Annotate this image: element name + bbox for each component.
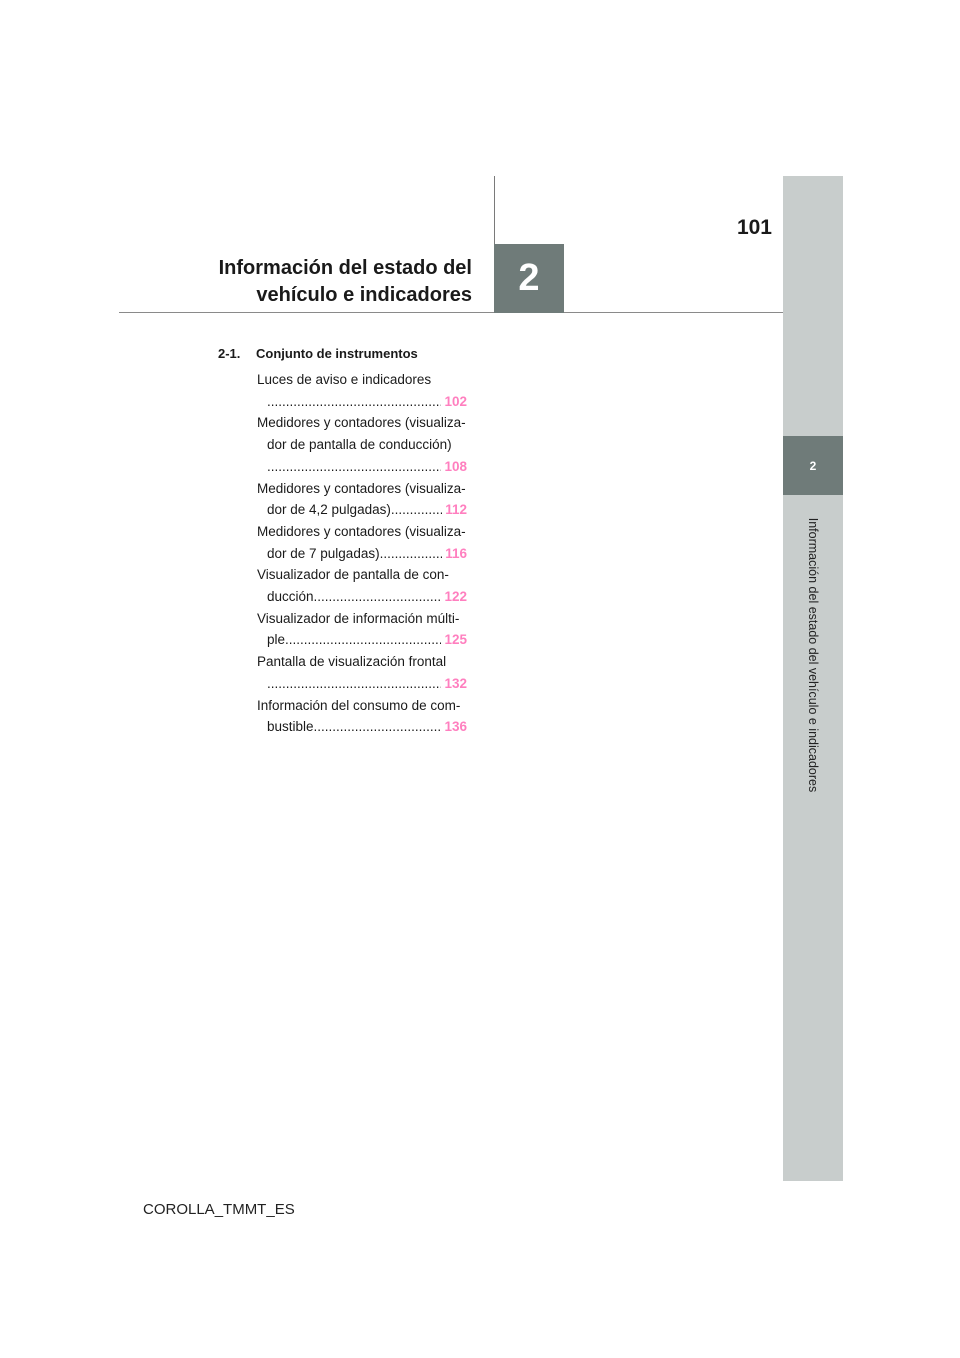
toc-entry-leader-line — [257, 499, 467, 521]
chapter-title — [180, 255, 472, 309]
toc-page-link[interactable]: 112 — [445, 502, 467, 518]
toc-entry[interactable] — [257, 369, 467, 412]
toc-entry-leader-line — [257, 586, 467, 608]
toc-entry[interactable] — [257, 564, 467, 607]
toc-entry-text: Visualizador de información múlti- — [257, 610, 460, 626]
toc-page-link[interactable]: 122 — [444, 589, 467, 605]
toc-entry-text: dor de 4,2 pulgadas) — [267, 502, 391, 518]
toc-page-link[interactable]: 136 — [444, 719, 467, 735]
toc-entry-text: dor de 7 pulgadas) — [267, 545, 380, 561]
toc-page-link[interactable]: 116 — [445, 545, 467, 561]
side-tab-label: Información del estado del vehículo e indicadores — [806, 517, 820, 793]
header-horizontal-rule — [119, 312, 783, 313]
toc-entry-leader-line — [257, 716, 467, 738]
toc-entry-text: Visualizador de pantalla de con- — [257, 567, 449, 583]
dot-leader — [380, 543, 443, 565]
toc-entry-text: Medidores y contadores (visualiza- — [257, 415, 466, 431]
toc-entry[interactable] — [257, 478, 467, 521]
chapter-number-box: 2 — [494, 244, 564, 313]
toc-page-link[interactable]: 125 — [444, 632, 467, 648]
dot-leader — [391, 499, 442, 521]
toc-entry[interactable] — [257, 695, 467, 738]
toc-entry-text: Medidores y contadores (visualiza- — [257, 523, 466, 539]
toc-entry-text: Luces de aviso e indicadores — [257, 372, 432, 387]
toc-entry-leader-line — [257, 456, 467, 478]
toc-entry-leader-line — [257, 629, 467, 651]
toc-page-link[interactable]: 108 — [444, 458, 467, 474]
side-tab-number: 2 — [809, 458, 817, 473]
dot-leader — [267, 456, 441, 478]
dot-leader — [314, 586, 442, 608]
toc-entry-text: Medidores y contadores (visualiza- — [257, 480, 466, 496]
toc-entry-text: Información del consumo de com- — [257, 697, 461, 713]
toc-entry-text: dor de pantalla de conducción) — [267, 437, 452, 453]
footer-document-code: COROLLA_TMMT_ES — [143, 1201, 295, 1218]
header-vertical-rule — [494, 176, 495, 244]
dot-leader — [314, 716, 442, 738]
section-heading — [218, 346, 418, 361]
toc-entry[interactable] — [257, 608, 467, 651]
chapter-title-line-1: Información del estado del — [218, 257, 472, 279]
table-of-contents — [257, 369, 467, 738]
toc-entry[interactable] — [257, 412, 467, 477]
dot-leader — [285, 629, 441, 651]
toc-page-link[interactable]: 102 — [444, 393, 467, 409]
toc-entry-leader-line — [257, 543, 467, 565]
toc-entry-text: bustible — [267, 719, 314, 735]
chapter-title-line-2: vehículo e indicadores — [256, 284, 472, 306]
section-title: Conjunto de instrumentos — [256, 346, 418, 361]
toc-page-link[interactable]: 132 — [444, 675, 467, 691]
section-number: 2-1. — [218, 346, 241, 361]
toc-entry[interactable] — [257, 651, 467, 694]
toc-entry-text: ple — [267, 632, 286, 648]
dot-leader — [267, 391, 441, 413]
toc-entry-text: Pantalla de visualización frontal — [257, 654, 447, 670]
toc-entry-leader-line — [257, 391, 467, 413]
dot-leader — [267, 673, 441, 695]
toc-entry[interactable] — [257, 521, 467, 564]
page-number: 101 — [736, 216, 772, 239]
toc-entry-text: ducción — [267, 589, 314, 605]
toc-entry-leader-line — [257, 673, 467, 695]
